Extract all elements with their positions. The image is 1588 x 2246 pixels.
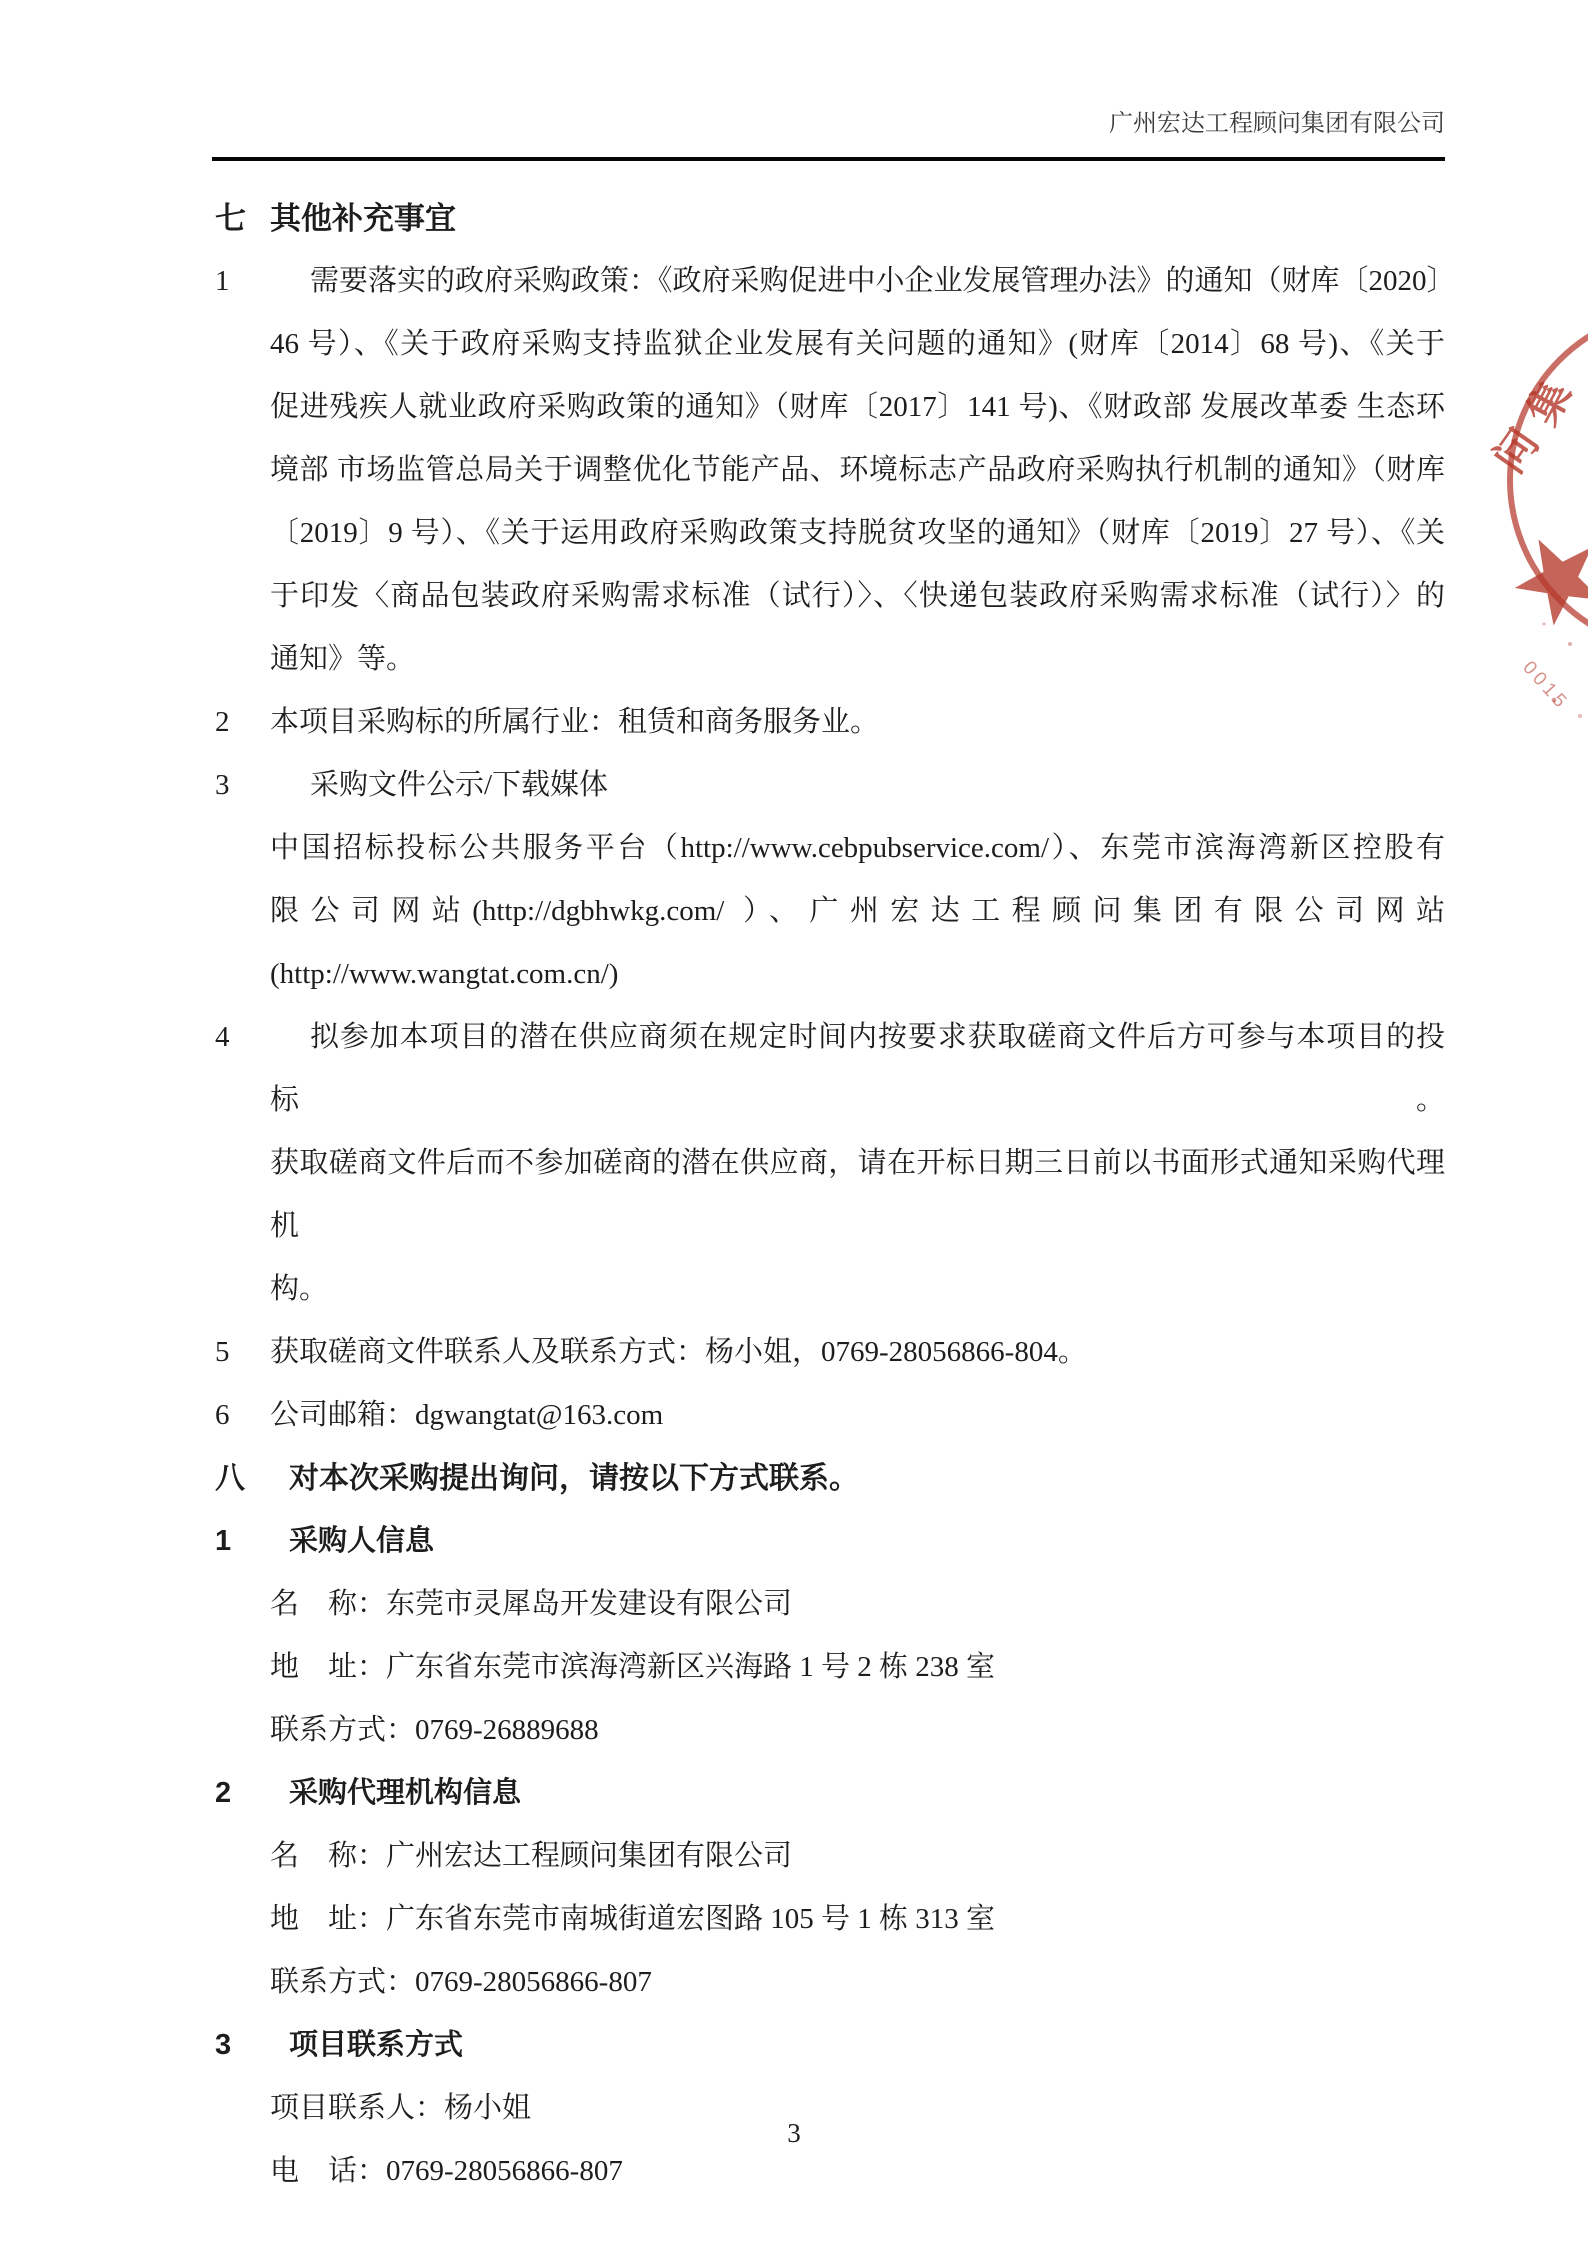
purchaser-name [0, 1573, 1588, 1636]
item-1-line-3: 促进残疾人就业政府采购政策的通知》（财库〔2017〕141 号)、《财政部 发展改革委 生态环 [270, 391, 1445, 423]
section-8-heading-number: 八 [215, 1462, 245, 1495]
purchaser-contact [0, 1699, 1588, 1762]
agency-name-line-1: 名 称：广州宏达工程顾问集团有限公司 [270, 1840, 793, 1872]
item-4-text [270, 1006, 1445, 1321]
item-1-line-2: 46 号）、《关于政府采购支持监狱企业发展有关问题的通知》(财库〔2014〕68 号)、《关于 [270, 328, 1445, 360]
document-body [0, 187, 1588, 2203]
item-6-number: 6 [215, 1399, 230, 1431]
item-1-text [270, 250, 1456, 691]
project-contact-heading-number: 3 [215, 2029, 232, 2061]
project-contact-phone [0, 2140, 1588, 2203]
agency-contact [0, 1951, 1588, 2014]
purchaser-contact-line-1: 联系方式：0769-26889688 [270, 1714, 599, 1746]
purchaser-address-line-1: 地 址：广东省东莞市滨海湾新区兴海路 1 号 2 栋 238 室 [270, 1651, 996, 1683]
item-4-number: 4 [215, 1021, 230, 1053]
item-1-line-5: 〔2019〕9 号）、《关于运用政府采购政策支持脱贫攻坚的通知》（财库〔2019〕27 号）、《关 [270, 517, 1445, 549]
item-6-line-1: 公司邮箱：dgwangtat@163.com [270, 1399, 664, 1431]
page-header-company: 广州宏达工程顾问集团有限公司 [1109, 111, 1445, 137]
section-7-heading [0, 187, 1588, 250]
media-list-line-3: (http://www.wangtat.com.cn/) [270, 958, 619, 990]
project-contact-person-line-1: 项目联系人：杨小姐 [270, 2092, 532, 2124]
item-4-line-2: 获取磋商文件后而不参加磋商的潜在供应商，请在开标日期三日前以书面形式通知采购代理机 [270, 1147, 1445, 1242]
item-3-text [270, 754, 1445, 817]
item-4-line-1: 拟参加本项目的潜在供应商须在规定时间内按要求获取磋商文件后方可参与本项目的投标。 [270, 1021, 1445, 1116]
seal-serial-number: 0015 [1518, 657, 1573, 715]
item-6-text [270, 1384, 1445, 1447]
purchaser-name-text [270, 1573, 1445, 1636]
purchaser-name-line-1: 名 称：东莞市灵犀岛开发建设有限公司 [270, 1588, 793, 1620]
item-2-number: 2 [215, 706, 230, 738]
agency-name [0, 1825, 1588, 1888]
section-7-heading-number: 七 [215, 201, 246, 236]
item-6 [0, 1384, 1588, 1447]
project-contact-heading [0, 2014, 1588, 2077]
purchaser-info-heading-text [289, 1510, 1445, 1573]
header-rule [212, 157, 1445, 161]
purchaser-info-heading-number: 1 [215, 1525, 232, 1557]
section-8-heading [0, 1447, 1588, 1510]
agency-address-text [270, 1888, 1445, 1951]
media-list-text [270, 817, 1445, 1006]
item-1-line-4: 境部 市场监管总局关于调整优化节能产品、环境标志产品政府采购执行机制的通知》（财库 [270, 454, 1445, 486]
agency-info-heading [0, 1762, 1588, 1825]
item-5-line-1: 获取磋商文件联系人及联系方式：杨小姐，0769-28056866-804。 [270, 1336, 1087, 1368]
item-1-line-6: 于印发〈商品包装政府采购需求标准（试行）〉、〈快递包装政府采购需求标准（试行）〉的 [270, 580, 1445, 612]
item-1-line-7: 通知》等。 [270, 643, 416, 675]
media-list-line-2: 限公司网站(http://dgbhwkg.com/ ）、广州宏达工程顾问集团有限公司网站 [270, 895, 1445, 927]
media-list-line-1: 中国招标投标公共服务平台（http://www.cebpubservice.com/）、东莞市滨海湾新区控股有 [270, 832, 1445, 864]
item-1-number: 1 [215, 265, 230, 297]
purchaser-info-heading-line-1: 采购人信息 [289, 1525, 435, 1557]
seal-arc-char-2: 集 [1518, 373, 1580, 433]
item-1 [0, 250, 1588, 691]
item-2-line-1: 本项目采购标的所属行业：租赁和商务服务业。 [270, 706, 880, 738]
item-3-number: 3 [215, 769, 230, 801]
seal-arc-char-1: 问 [1484, 419, 1548, 482]
purchaser-info-heading [0, 1510, 1588, 1573]
project-contact-heading-line-1: 项目联系方式 [289, 2029, 464, 2061]
agency-contact-line-1: 联系方式：0769-28056866-807 [270, 1966, 652, 1998]
agency-address [0, 1888, 1588, 1951]
agency-address-line-1: 地 址：广东省东莞市南城街道宏图路 105 号 1 栋 313 室 [270, 1903, 996, 1935]
item-1-line-1: 需要落实的政府采购政策：《政府采购促进中小企业发展管理办法》的通知（财库〔2020〕 [310, 265, 1456, 297]
agency-name-text [270, 1825, 1445, 1888]
section-8-heading-line-1: 对本次采购提出询问，请按以下方式联系。 [289, 1462, 859, 1495]
purchaser-address [0, 1636, 1588, 1699]
item-4-line-3: 构。 [270, 1273, 329, 1305]
project-contact-phone-line-1: 电 话：0769-28056866-807 [270, 2155, 623, 2187]
purchaser-address-text [270, 1636, 1445, 1699]
page-number: 3 [787, 2118, 801, 2148]
agency-info-heading-number: 2 [215, 1777, 232, 1809]
item-2 [0, 691, 1588, 754]
item-3-line-1: 采购文件公示/下载媒体 [310, 769, 609, 801]
section-8-heading-text [289, 1447, 1445, 1510]
item-5-number: 5 [215, 1336, 230, 1368]
section-7-heading-text [270, 187, 1445, 250]
item-5 [0, 1321, 1588, 1384]
agency-info-heading-line-1: 采购代理机构信息 [289, 1777, 522, 1809]
project-contact-heading-text [289, 2014, 1445, 2077]
item-2-text [270, 691, 1445, 754]
item-3 [0, 754, 1588, 817]
item-5-text [270, 1321, 1445, 1384]
agency-contact-text [270, 1951, 1445, 2014]
section-7-heading-line-1: 其他补充事宜 [270, 201, 456, 236]
agency-info-heading-text [289, 1762, 1445, 1825]
project-contact-phone-text [270, 2140, 1445, 2203]
item-4 [0, 1006, 1588, 1321]
media-list [0, 817, 1588, 1006]
purchaser-contact-text [270, 1699, 1445, 1762]
